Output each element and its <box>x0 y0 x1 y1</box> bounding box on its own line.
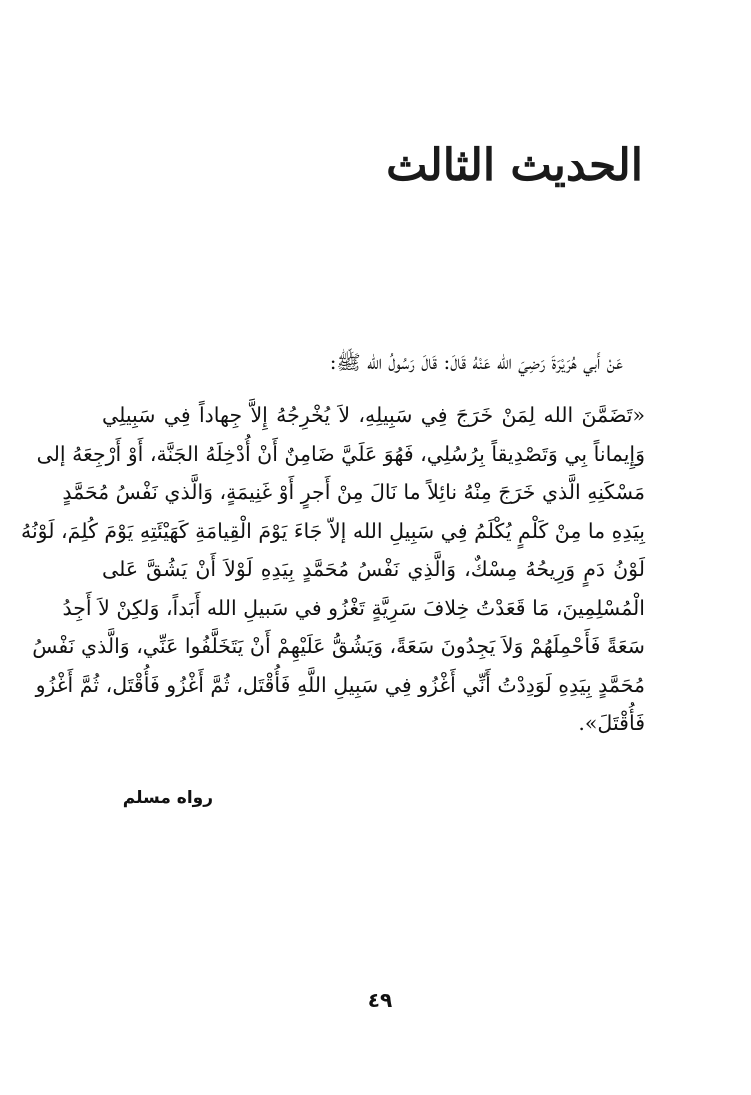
page-number: ٤٩ <box>367 988 393 1012</box>
chapter-heading: الحديث الثالث <box>386 140 643 191</box>
source-attribution: رواه مسلم <box>122 788 213 808</box>
hadith-text <box>20 396 645 743</box>
hadith-line: «تَضَمَّنَ الله لِمَنْ خَرَجَ فِي سَبِيلِهِ، لاَ يُخْرِجُهُ إِلاَّ جِهاداً فِي سَبِيلِي <box>102 403 645 427</box>
hadith-line: فَأُقْتَلَ». <box>578 711 645 735</box>
hadith-line: وَإِيماناً بِي وَتَصْدِيقاً بِرُسُلِي، فَهُوَ عَلَيَّ ضَامِنٌ أَنْ أُدْخِلَهُ الجَنَّة، أَوْ أَرْجِعَهُ إلى <box>36 441 645 466</box>
hadith-line: مُحَمَّدٍ بِيَدِهِ لَوَدِدْتُ أَنِّي أَغْزُو فِي سَبِيلِ اللَّهِ فَأُقْتَل، ثُمَّ أَغْزُو فَأُقْتَل، ثُمَّ أَغْزُو <box>35 672 645 697</box>
hadith-line: لَوْنُ دَمٍ وَرِيحُهُ مِسْكٌ، وَالَّذِي نَفْسُ مُحَمَّدٍ بِيَدِهِ لَوْلاَ أَنْ يَشُقَّ عَلى <box>102 557 645 581</box>
narrator-introduction: عَنْ أَبي هُرَيْرَةَ رَضِيَ الله عَنْهُ قَالَ: قَالَ رَسُولُ الله ﷺ: <box>329 350 623 374</box>
hadith-line: سَعَةً فَأَحْمِلَهُمْ وَلاَ يَجِدُونَ سَعَةً، وَيَشُقُّ عَلَيْهِمْ أَنْ يَتَخَلَّفُوا عَنِّي، وَالَّذي نَفْسُ <box>32 634 645 658</box>
hadith-line: مَسْكَنِهِ الَّذي خَرَجَ مِنْهُ نائِلاً ما نَالَ مِنْ أَجرٍ أَوْ غَنِيمَةٍ، وَالَّذي نَفْسُ مُحَمَّدٍ <box>62 480 645 504</box>
hadith-line: بِيَدِهِ ما مِنْ كَلْمٍ يُكْلَمُ فِي سَبِيلِ الله إلاّ جَاءَ يَوْمَ الْقِيامَةِ كَهَيْئَتِهِ يَوْمَ كُلِمَ، لَوْنُهُ <box>20 518 645 543</box>
hadith-line: الْمُسْلِمِينَ، مَا قَعَدْتُ خِلافَ سَرِيَّةٍ تَغْزُو في سَبيلِ الله أَبَداً، وَلكِنْ لاَ أَجِدُ <box>62 595 645 620</box>
